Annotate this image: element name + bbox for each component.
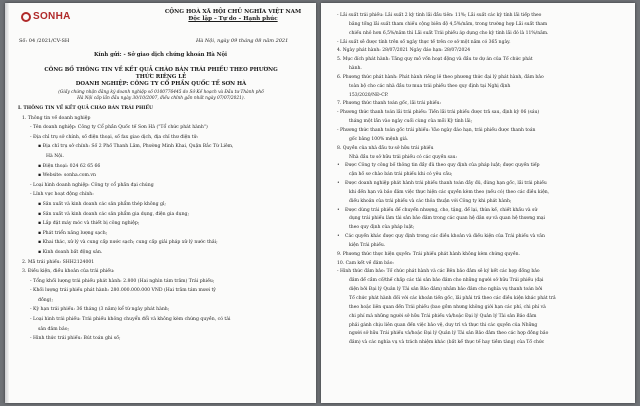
text-line: - Kỳ hạn trái phiếu: 36 tháng (3 năm) kể từ ngày phát hành; [30, 307, 170, 313]
company-logo: SONHA [21, 11, 71, 22]
text-line: - Hình thức trái phiếu: Bút toán ghi số; [30, 336, 121, 342]
text-line: bằng tổng lãi suất tham chiếu cộng biên độ 4,5%/năm, trong trường hợp Lãi suất tham [349, 21, 548, 27]
text-line: - Phương thức thanh toán lãi trái phiếu: Tiền lãi trái phiếu được trả sau, định kỳ 06 (sáu) [337, 110, 540, 116]
text-line: ▪ Kinh doanh bất động sản. [38, 249, 103, 255]
logo-mark-icon [21, 12, 31, 22]
text-line: Nhà đầu tư sở hữu trái phiếu có các quyền sau: [349, 154, 458, 160]
text-line: người sở hữu Trái phiếu và/hoặc Đại lý Quản lý Tài sản Bảo đảm theo các hợp đồng bảo [349, 331, 549, 337]
text-line: 5. Mục đích phát hành: Tăng quy mô vốn hoạt động và đầu tư dự án của Tổ chức phát [337, 57, 533, 63]
document-number: Số: 04 /2021/CV-SH [19, 38, 70, 44]
text-line: 6. Phương thức phát hành: Phát hành riêng lẻ theo phương thức đại lý phát hành, đảm bảo [337, 74, 544, 80]
text-line: - Tổng khối lượng trái phiếu phát hành: 2.800 (Hai nghìn tám trăm) Trái phiếu; [30, 278, 215, 284]
text-line: chi phí mà những người sở hữu Trái phiếu và/hoặc Đại lý Quản lý Tài sản Bảo đảm [349, 313, 537, 319]
text-line: - Lãi suất trái phiếu: Lãi suất 2 kỳ tính lãi đầu tiên: 11%; Lãi suất các kỳ tính lãi tiếp theo [337, 13, 542, 18]
text-line: chiếu nhỏ hơn 6,5%/năm thì Lãi suất Trái phiếu áp dụng cho kỳ tính lãi đó là 11%/năm. [349, 30, 549, 36]
page-1-body [18, 104, 308, 344]
text-line: - Tên doanh nghiệp: Công ty Cổ phần Quốc tế Sơn Hà ("Tổ chức phát hành") [30, 125, 208, 131]
text-line: ▪ Điện thoại: 024 62 65 66 [38, 163, 101, 169]
business-license-note: (Giấy chứng nhận đăng ký doanh nghiệp số 0100776445 do Sở Kế hoạch và Đầu tư Thành phố Hà Nội cấp lần đầu ngày 30/10/2007, điều chỉnh gần nhất ngày 07/07/2021). [58, 90, 264, 101]
text-line: 2. Mã trái phiếu: SHH2124001 [22, 259, 95, 265]
text-line: đảm) và các nghĩa vụ và trách nhiệm khác (bất kể thực tế hay tiềm tàng) của Tổ chức [349, 340, 545, 346]
text-line: - Khối lượng trái phiếu phát hành: 280.000.000.000 VND (Hai trăm tám mươi tỷ [30, 288, 216, 294]
reference-row [19, 38, 309, 44]
text-line: - Phương thức thanh toán gốc trái phiếu: Vào ngày đáo hạn, trái phiếu được thanh toán [337, 127, 536, 133]
text-line: ▪ Website: sonha.com.vn [38, 173, 96, 179]
text-line: kiện Trái phiếu. [349, 242, 386, 248]
text-line: 7. Phương thức thanh toán gốc, lãi trái phiếu: [337, 101, 442, 107]
text-line: - Hình thức đảm bảo: Tổ chức phát hành và các Bên bảo đảm sẽ ký kết các hợp đồng bảo [337, 269, 540, 275]
text-line: I. THÔNG TIN VỀ KẾT QUẢ CHÀO BÁN TRÁI PHIẾU [18, 106, 153, 111]
text-line: ▪ Sản xuất và kinh doanh các sản phẩm thép không gỉ; [38, 201, 166, 207]
text-line: hành. [349, 66, 362, 72]
text-line: đảm để cầm cố/thế chấp các tài sản bảo đảm cho những người sở hữu Trái phiếu (đại [349, 278, 544, 284]
text-line: - Loại hình trái phiếu: Trái phiếu không chuyển đổi và không kèm chứng quyền, có tài [30, 317, 231, 323]
text-line: ▪ Lắp đặt máy móc và thiết bị công nghiệp; [38, 221, 140, 227]
text-line: 8. Quyền của nhà đầu tư sở hữu trái phiếu [337, 145, 434, 151]
text-line: toàn bộ cho các nhà đầu tư mua trái phiếu theo quy định tại Nghị định [349, 83, 511, 89]
text-line: 153/2020/NĐ-CP. [349, 92, 389, 98]
national-heading [153, 9, 313, 24]
text-line: - Loại hình doanh nghiệp: Công ty cổ phần đại chúng [30, 182, 154, 188]
text-line: phải gánh chịu liên quan đến việc bảo vệ, duy trì và thực thi các quyền của Những [349, 322, 538, 328]
nation-title: CỘNG HOÀ XÃ HỘI CHỦ NGHĨA VIỆT NAM [164, 9, 302, 15]
text-line: tháng một lần vào ngày cuối cùng của mỗi Kỳ tính lãi; [349, 119, 473, 125]
text-line: diện bởi Đại lý Quản lý Tài sản Bảo đảm) nhằm bảo đảm cho nghĩa vụ thanh toán bởi [349, 287, 543, 293]
text-line: 10. Cam kết về đảm bảo: [337, 260, 394, 266]
text-line: dụng trái phiếu làm tài sản bảo đảm trong các quan hệ dân sự và quan hệ thương mại [349, 216, 545, 222]
text-line: • Các quyền khác được quy định trong các điều khoản và điều kiện của Trái phiếu và văn [337, 233, 625, 242]
text-line: khi đến hạn và bảo đảm việc thực hiện các quyền kèm theo (nếu có) theo các điều kiện, [349, 189, 550, 195]
text-line: ▪ Địa chỉ trụ sở chính: Số 2 Phố Thanh Lâm, Phường Minh Khai, Quận Bắc Từ Liêm, [38, 144, 234, 150]
document-page-2 [321, 3, 635, 403]
text-line: - Lãi suất sẽ được tính trên số ngày thực tế trên cơ sở một năm có 365 ngày. [337, 39, 511, 45]
text-line: theo hoặc liên quan đến Trái phiếu (bao gồm nhưng không giới hạn các phí, chi phí và [349, 304, 546, 310]
text-line: theo quy định của pháp luật; [349, 225, 415, 231]
text-line: ▪ Khai thác, xử lý và cung cấp nước sạch; cung cấp giải pháp xử lý nước thải; [38, 240, 218, 246]
page-header [5, 3, 316, 33]
text-line: Tổ chức phát hành đối với các khoản tiền gốc, lãi phải trả theo các điều kiện khác phát trả [349, 296, 556, 301]
text-line: - Địa chỉ trụ sở chính, số điện thoại, số fax giao dịch, địa chỉ thư điện tử: [30, 134, 199, 140]
text-line: ▪ Phát triển năng lượng sạch; [38, 230, 108, 236]
text-line: cận hồ sơ chào bán trái phiếu khi có yêu cầu; [349, 172, 453, 178]
text-line: 4. Ngày phát hành: 28/07/2021 Ngày đáo hạn: 28/07/2024 [337, 48, 471, 54]
text-line: ▪ Sản xuất và kinh doanh các sản phẩm gia dụng, điện gia dụng; [38, 211, 190, 217]
text-line: • Được doanh nghiệp phát hành trái phiếu thanh toán đầy đủ, đúng hạn gốc, lãi trái phiếu [337, 180, 625, 189]
document-page-1 [5, 3, 316, 403]
text-line: đồng); [38, 297, 53, 303]
text-line: 9. Phương thức thực hiện quyền: Trái phiếu phát hành không kèm chứng quyền. [337, 251, 520, 257]
text-line: gốc bằng 100% mệnh giá. [349, 136, 409, 142]
text-line: • Được Công ty công bố thông tin đầy đủ theo quy định của pháp luật; được quyền tiếp [337, 162, 625, 171]
text-line: • Được dùng trái phiếu để chuyển nhượng, cho, tặng, để lại, thừa kế, chiết khấu và sử [337, 207, 625, 216]
document-title: CÔNG BỐ THÔNG TIN VỀ KẾT QUẢ CHÀO BÁN TRÁI PHIẾU THEO PHƯƠNG THỨC RIÊNG LẺ DOANH NGHIỆP: CÔNG TY CỔ PHẦN QUỐC TẾ SƠN HÀ [44, 67, 278, 88]
text-line: Hà Nội. [46, 153, 64, 159]
page-binding-shadow [5, 3, 9, 403]
text-line: điều khoản của trái phiếu và các thỏa thuận với Công ty khi phát hành; [349, 198, 512, 204]
national-motto: Độc lập – Tự do – Hạnh phúc [188, 16, 278, 23]
text-line: sản đảm bảo; [38, 326, 70, 332]
text-line: 3. Điều kiện, điều khoản của trái phiếu: [22, 269, 115, 275]
place-and-date: Hà Nội, ngày 09 tháng 08 năm 2021 [196, 38, 289, 44]
recipient-line: Kính gửi: - Sở giao dịch chứng khoán Hà Nội [93, 52, 228, 58]
page-2-body [337, 12, 625, 348]
text-line: - Lĩnh vực hoạt động chính: [30, 192, 94, 198]
text-line: 1. Thông tin về doanh nghiệp [22, 115, 91, 121]
